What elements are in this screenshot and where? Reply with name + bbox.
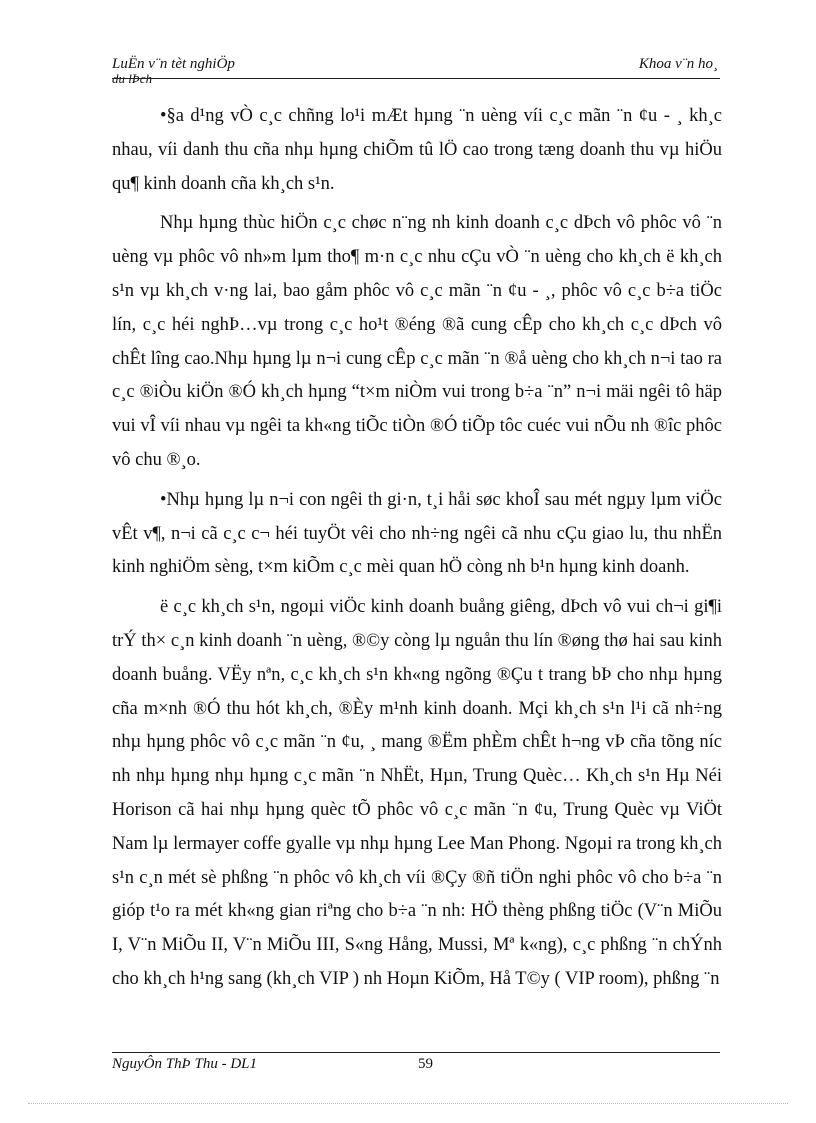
page-edge-divider — [28, 1103, 788, 1104]
body-text — [112, 100, 722, 997]
header-thesis-title: LuËn v¨n tèt nghiÖp — [112, 56, 235, 72]
paragraph-4: ë c¸c kh¸ch s¹n, ngoµi viÖc kinh doanh buång giêng, dÞch vô vui ch¬i gi¶i trÝ th× c¸n kinh doanh ¨n uèng, ®©y còng lµ nguån thu lín ®øng thø hai sau kinh doanh buång. VËy nªn, c¸c kh¸ch s¹n kh«ng ngõng ®Çu t trang bÞ cho nhµ hµng cña m×nh ®Ó thu hót kh¸ch, ®Èy m¹nh kinh doanh. Mçi kh¸ch s¹n l¹i cã nh÷ng nhµ hµng phôc vô c¸c mãn ¨n ¢u, ¸ mang ®Ëm phÈm chÊt h¬ng vÞ cña tõng níc nh nhµ hµng nhµ hµng c¸c mãn ¨n NhËt, Hµn, Trung Quèc… Kh¸ch s¹n Hµ Néi Horison cã hai nhµ hµng quèc tÕ phôc vô c¸c mãn ¨n ¢u, Trung Quèc vµ ViÖt Nam lµ lermayer coffe gyalle vµ nhµ hµng Lee Man Phong. Ngoµi ra trong kh¸ch s¹n c¸n mét sè phßng ¨n phôc vô kh¸ch víi ®Çy ®ñ tiÖn nghi phôc vô cho b÷a ¨n gióp t¹o ra mét kh«ng gian riªng cho b÷a ¨n nh: HÖ thèng phßng tiÖc (V¨n MiÕu I, V¨n MiÕu II, V¨n MiÕu III, S«ng Hång, Mussi, Mª k«ng), c¸c phßng ¨n chÝnh cho kh¸ch h¹ng sang (kh¸ch VIP ) nh Hoµn KiÕm, Hå T©y ( VIP room), phßng ¨n — [112, 597, 722, 989]
header-faculty: Khoa v¨n ho¸ — [638, 56, 718, 72]
paragraph-2: Nhµ hµng thùc hiÖn c¸c chøc n¨ng nh kinh doanh c¸c dÞch vô phôc vô ¨n uèng vµ phôc vô nh»m lµm tho¶ m·n c¸c nhu cÇu vÒ ¨n uèng cho kh¸ch ë kh¸ch s¹n vµ kh¸ch v·ng lai, bao gåm phôc vô c¸c mãn ¨n ¢u - ¸, phôc vô c¸c b÷a tiÖc lín, c¸c héi nghÞ…vµ trong c¸c ho¹t ®éng ®ã cung cÊp cho kh¸ch c¸c dÞch vô chÊt lîng cao.Nhµ hµng lµ n¬i cung cÊp c¸c mãn ¨n ®å uèng cho kh¸ch n¬i tao ra c¸c ®iÒu kiÖn ®Ó kh¸ch hµng “t×m niÒm vui trong b÷a ¨n” n¬i mäi ngêi tô häp vui vÎ víi nhau vµ ngêi ta kh«ng tiÕc tiÒn ®Ó tiÕp tôc cuéc vui nÕu nh ®îc phôc vô chu ®¸o. — [112, 213, 722, 470]
footer-author: NguyÔn ThÞ Thu - DL1 — [112, 1056, 258, 1072]
header-subtitle: du lÞch — [112, 72, 153, 84]
footer-rule — [112, 1052, 720, 1053]
paragraph-3: •Nhµ hµng lµ n¬i con ngêi th gi·n, t¸i håi søc khoÎ sau mét ngµy lµm viÖc vÊt v¶, n¬i cã c¸c c¬ héi tuyÖt vêi cho nh÷ng ngêi cã nhu cÇu giao lu, thu nhËn kinh nghiÖm sèng, t×m kiÕm c¸c mèi quan hÖ còng nh b¹n hµng kinh doanh. — [112, 489, 722, 578]
header-rule — [112, 78, 720, 79]
page-number: 59 — [418, 1056, 433, 1072]
paragraph-1: •§a d¹ng vÒ c¸c chñng lo¹i mÆt hµng ¨n uèng víi c¸c mãn ¨n ¢u - ¸ kh¸c nhau, víi danh thu cña nhµ hµng chiÕm tû lÖ cao trong tæng doanh thu vµ hiÖu qu¶ kinh doanh cña kh¸ch s¹n. — [112, 106, 722, 194]
